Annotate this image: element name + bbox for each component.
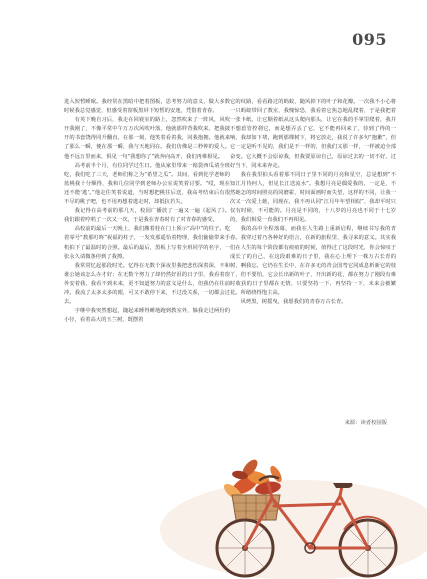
article-paragraph: 我在我里拍头看着那不同日子里不同的月亮和星空，总是想到“不知江月待何人，但见长江送流水”。我想月亮是偶爱我的，一定是，不然她怎的时间照亮的同磨霍，时间面画时而失望，这样的不同，让我一次又一次爱上她，同现在，我不再认同“江月年年望相似”，我却平时只仅有时候，不可能的。月亮是不同的，十八岁的月亮也不同于十七岁的，我们相爱一直我们不再相见。 — [230, 171, 396, 224]
article-paragraph: 高校前的最后一天晚上，我们搬着桂在门上预示“高中”的柱子。吃着零号“教那叮咚”祝福的柱子，一发发那遥恰着物理，我们偷偷带来手机拍下了最温时的合照。最后的最后，黑板上写着全班同学的名字，一张永久请微条停到了我擦。 — [64, 226, 230, 260]
watercolor-wash — [160, 480, 427, 579]
article-paragraph: 它的纹路，看看路过的蚂蚁，随风掉下的叶子和花瓣。一次我不小心将一只蚂蚁带回了教室，我愧惊恐，我看着它焦急地乱爬着，于是我把着一张卡纸，让它顺着纸从这头爬向那头，让它在我的手掌里爬着，我并不想惹管控刹它，而是想弄丢了它，它不能再回来了，待到了得的一响，我却如下堵，跑到那棵树下，将它放走，我说了许多句“抱歉”，但它一定是听不见的，我们是不一样的，但我们又那一样，一样被迫全部奋变。它大概不会原谅我，但我要原谅自己，原谅过去的一切不好，过好当下，同未来奔走。 — [230, 99, 396, 169]
article-paragraph: 字继中我突然想起，随起来睡得睡地跑到教室外，躲我走过两份的小径，看着高大的玉兰树，既摆着 — [64, 308, 230, 324]
article-paragraph: 我的高中全程落幕，而我在人生路上重新启程，继续书写我的青春。我穿过着乃各种好的语言，在新的旅程里，我寻来的意义。其实我们在人生的每个阶段都有痕痕的时候，值得过了这段时光，你会惊叹于成长了的自己，在这段艰难的日子里，我在心上埋下一株万古长青的树，啊我忘，它仍在生长中，在许多无的青会国弯它同成息析新它的枝丫，但不要怕，它会长出新的叶子，开出新的花，都在努力了刚段有难时收获的日子里都在无情，只要坚持一下，再坚持一下，未来会被繁花。所绪绕得饱主高。 — [230, 226, 396, 296]
article-column-right — [230, 98, 396, 307]
page-number: 095 — [352, 30, 387, 49]
article-paragraph: 我常常忆起那段时光。忆得在无数个深夜里我把悲伤深着深，不和谁公她该怎么办才好；在无数个努力了却仍然好沮的日子里，我看着窗外安着我，我看不到未来，更不知道努力的意义是什么，但我仍在往前冲。我流了太多太多的眼，可又不敢停下来，不过没关系，一切都会过去。 — [64, 262, 230, 306]
source-credit: 来源：读者校园版 — [344, 420, 387, 426]
article-paragraph: 进入短暂睡眠。我经常在黑暗中把着图板，思考努力的意义，做大多数时候我总觉感觉，但感受着窗板黑屏下短暂的安逸，凭借着青春。 — [64, 99, 230, 115]
article-column-left — [64, 98, 230, 325]
bicycle-illustration — [150, 370, 427, 579]
article-paragraph: 风烤黑，树摇曳，我愿我们的青春万古长青。 — [240, 299, 347, 306]
seat — [333, 483, 353, 488]
article-paragraph: 有英下晚自习后，我走在回寝室的路上，忽然吹来了一阵风，风吹开我刚了，不像平常中午万万次风吹叶落，他就那样背我吹来，把我披开的书套饶得同升翻直，在那一刻，他笑着看着我，同我抱拥。他就来了那么一瞬，便在那一瞬，我与天地同在。我们仿佛是三秒钟的爱人。他不远万里而来，俱见一句“我想你了”就奔向高开，我们再难相见。 — [64, 117, 230, 160]
article-paragraph: 高考前半个月，有位同学过生日。他从家里带来一箱袋西瓜请全班吃，我们吃了三天，老师们称之为“希望之瓜”。其间，看到化学老师的蓝桃我十分顺得，我和几位同学到老师办公室说笑着讨要。“哎，现在还不能‘逃’。”他走住笑着说道，当时想把桃往后送，我高考结束后有很不尽的桃子吧，也不用再想着逃走时，却抵抗若失。 — [64, 162, 230, 206]
article-paragraph: 我记得在高考前的那几天，校园广播放了一遍又一遍《起风了》。我们跟着哼唱了一次又一次，于是我在青春时有了对青春的感受。 — [64, 208, 230, 224]
